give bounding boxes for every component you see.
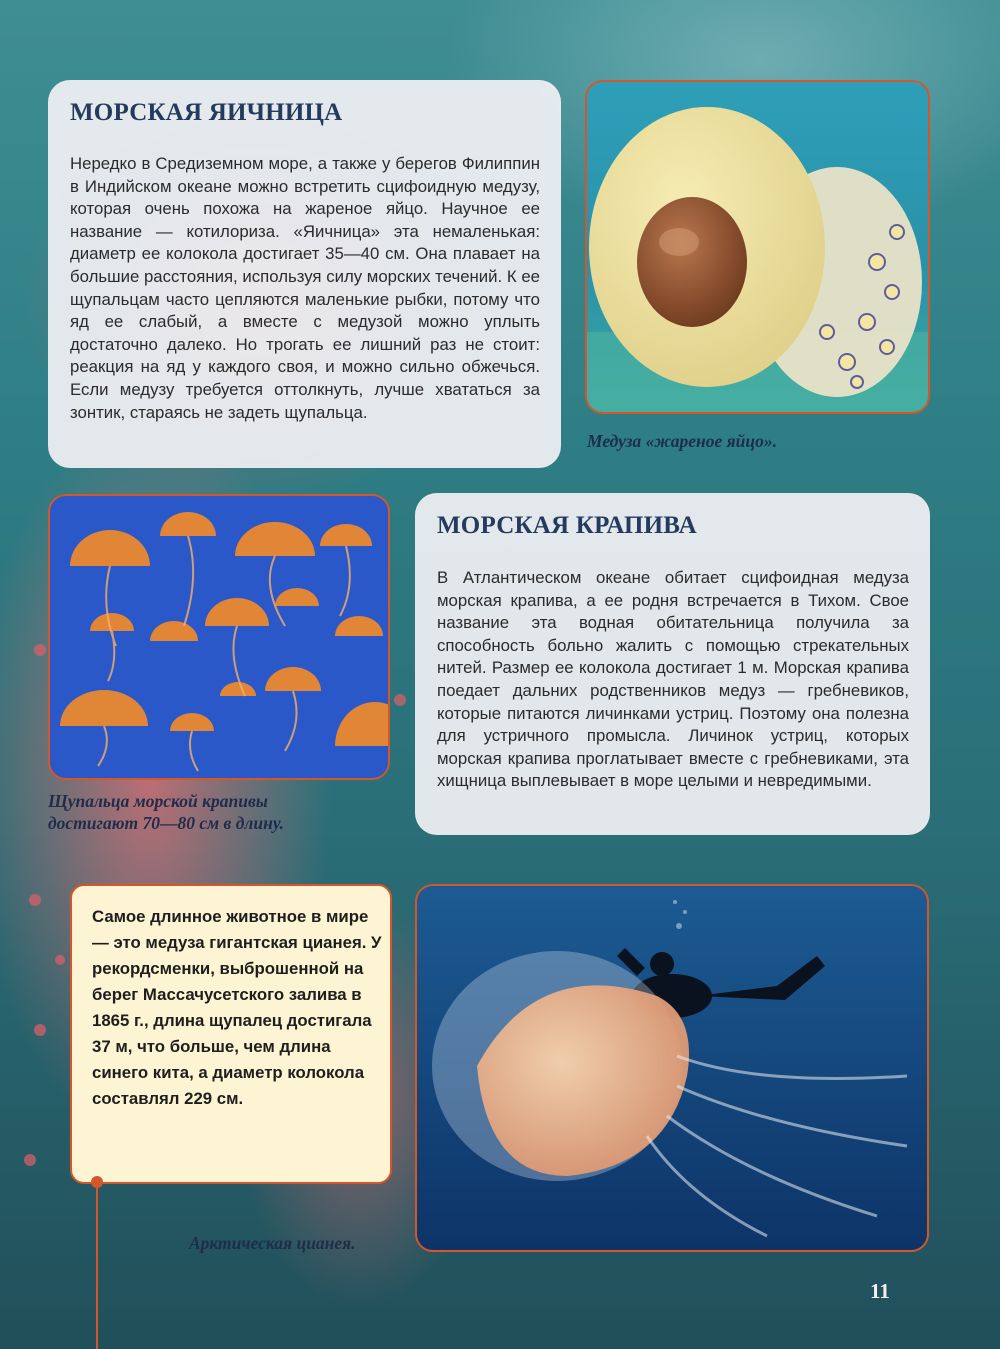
egg-jellyfish-caption: Медуза «жареное яйцо». bbox=[587, 431, 777, 451]
arctic-cyanea-caption: Арктическая цианея. bbox=[189, 1233, 356, 1253]
arctic-cyanea-photo bbox=[415, 884, 929, 1252]
egg-jellyfish-heading: МОРСКАЯ ЯИЧНИЦА bbox=[70, 99, 343, 126]
sea-nettle-photo bbox=[48, 494, 390, 780]
fact-text: Самое длинное животное в мире — это медуза гигантская цианея. У рекордсменки, выброшенной на берег Массачусетского залива в 1865 г., длина щупалец достигала 37 м, что больше, чем длина синего кита, а диаметр колокола составлял 229 см. bbox=[92, 907, 382, 1108]
sea-nettle-text: В Атлантическом океане обитает сцифоидная медуза морская крапива, а ее родня встречается в Тихом. Свое название эта водная обитательница получила за способность больно жалить с помощью стрекательных нитей. Размер ее колокола достигает 1 м. Морская крапива поедает дальних родственников медуз — гребневиков, которые питаются личинками устриц. Поэтому она полезна для устричного промысла. Личинок устриц, которых морская крапива проглатывает вместе с гребневиками, эта хищница выплевывает в море целыми и невредимыми. bbox=[437, 568, 909, 791]
fact-accent-line bbox=[96, 1180, 98, 1349]
egg-jellyfish-text: Нередко в Средиземном море, а также у берегов Филиппин в Индийском океане можно встретить сцифоидную медузу, которая очень похожа на жареное яйцо. Научное ее название — котилориза. «Яичница» эта немаленькая: диаметр ее колокола достигает 35—40 см. Она плавает на большие расстояния, используя силу морских течений. К ее щупальцам часто цепляются маленькие рыбки, потому что яд ее слабый, а вместе с медузой можно уплыть достаточно далеко. Но трогать ее лишний раз не стоит: реакция на яд у каждого своя, и можно сильно обжечься. Если медузу требуется оттолкнуть, лучше хвататься за зонтик, стараясь не задеть щупальца. bbox=[70, 154, 540, 422]
sea-nettle-caption: Щупальца морской крапивы достигают 70—80 см в длину. bbox=[48, 791, 284, 833]
egg-jellyfish-photo bbox=[585, 80, 930, 414]
page-number: 11 bbox=[870, 1279, 890, 1303]
sea-nettle-heading: МОРСКАЯ КРАПИВА bbox=[437, 512, 697, 539]
fact-accent-dot bbox=[91, 1176, 103, 1188]
